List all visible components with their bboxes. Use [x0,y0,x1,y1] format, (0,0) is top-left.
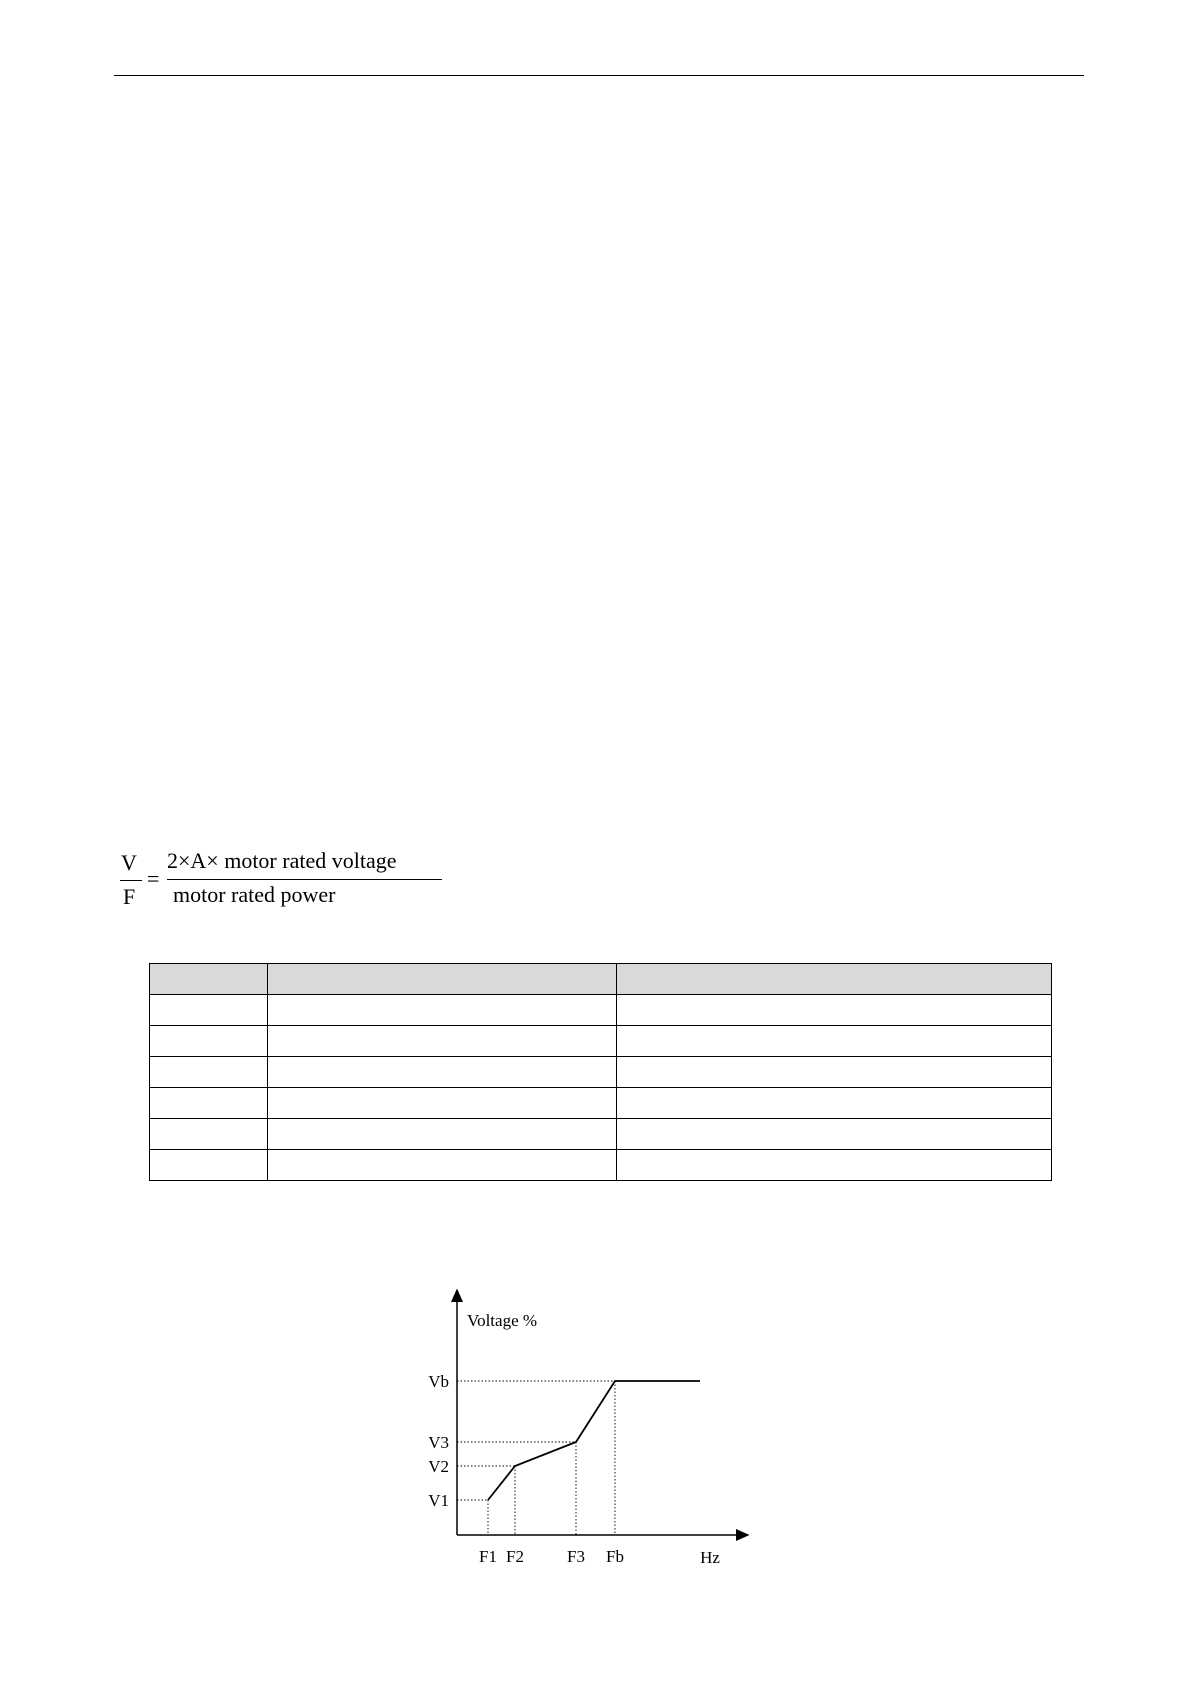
table-row [150,995,1052,1026]
x-tick-label: Fb [606,1547,624,1566]
table-cell [150,1088,268,1119]
x-axis-label: Hz [700,1548,720,1567]
x-tick-label: F2 [506,1547,524,1566]
formula-f: F [123,884,136,909]
vf-formula [112,848,442,912]
formula-lhs-fraction-bar [120,880,142,881]
table-row [150,1057,1052,1088]
table-row [150,1026,1052,1057]
formula-v: V [121,850,137,875]
y-tick-label: V3 [428,1433,449,1452]
table-cell [150,1026,268,1057]
table-row [150,1150,1052,1181]
table-cell [150,995,268,1026]
formula-equals: = [147,866,160,891]
table-row [150,1119,1052,1150]
table-header-row [150,964,1052,995]
table-cell [617,995,1052,1026]
table-cell [268,1026,617,1057]
formula-denominator: motor rated power [173,882,336,907]
table-header-cell [150,964,268,995]
y-axis-label: Voltage % [467,1311,538,1330]
table-cell [268,1057,617,1088]
vf-curve-line [488,1381,700,1500]
table-cell [617,1057,1052,1088]
x-tick-label: F3 [567,1547,585,1566]
table-cell [150,1150,268,1181]
table-cell [150,1119,268,1150]
y-tick-label: V1 [428,1491,449,1510]
table-cell [150,1057,268,1088]
table-row [150,1088,1052,1119]
table-header-cell [617,964,1052,995]
y-tick-label: Vb [428,1372,449,1391]
table-cell [268,1088,617,1119]
table-cell [617,1119,1052,1150]
table-cell [617,1026,1052,1057]
table-cell [268,1150,617,1181]
table-cell [617,1150,1052,1181]
y-tick-label: V2 [428,1457,449,1476]
vf-curve-chart [400,1280,760,1570]
table-cell [268,1119,617,1150]
header-rule [114,75,1084,76]
parameter-table [149,963,1052,1181]
table-cell [268,995,617,1026]
formula-rhs-fraction-bar [167,879,442,880]
x-tick-label: F1 [479,1547,497,1566]
formula-numerator: 2×A× motor rated voltage [167,848,397,873]
table-header-cell [268,964,617,995]
table-cell [617,1088,1052,1119]
